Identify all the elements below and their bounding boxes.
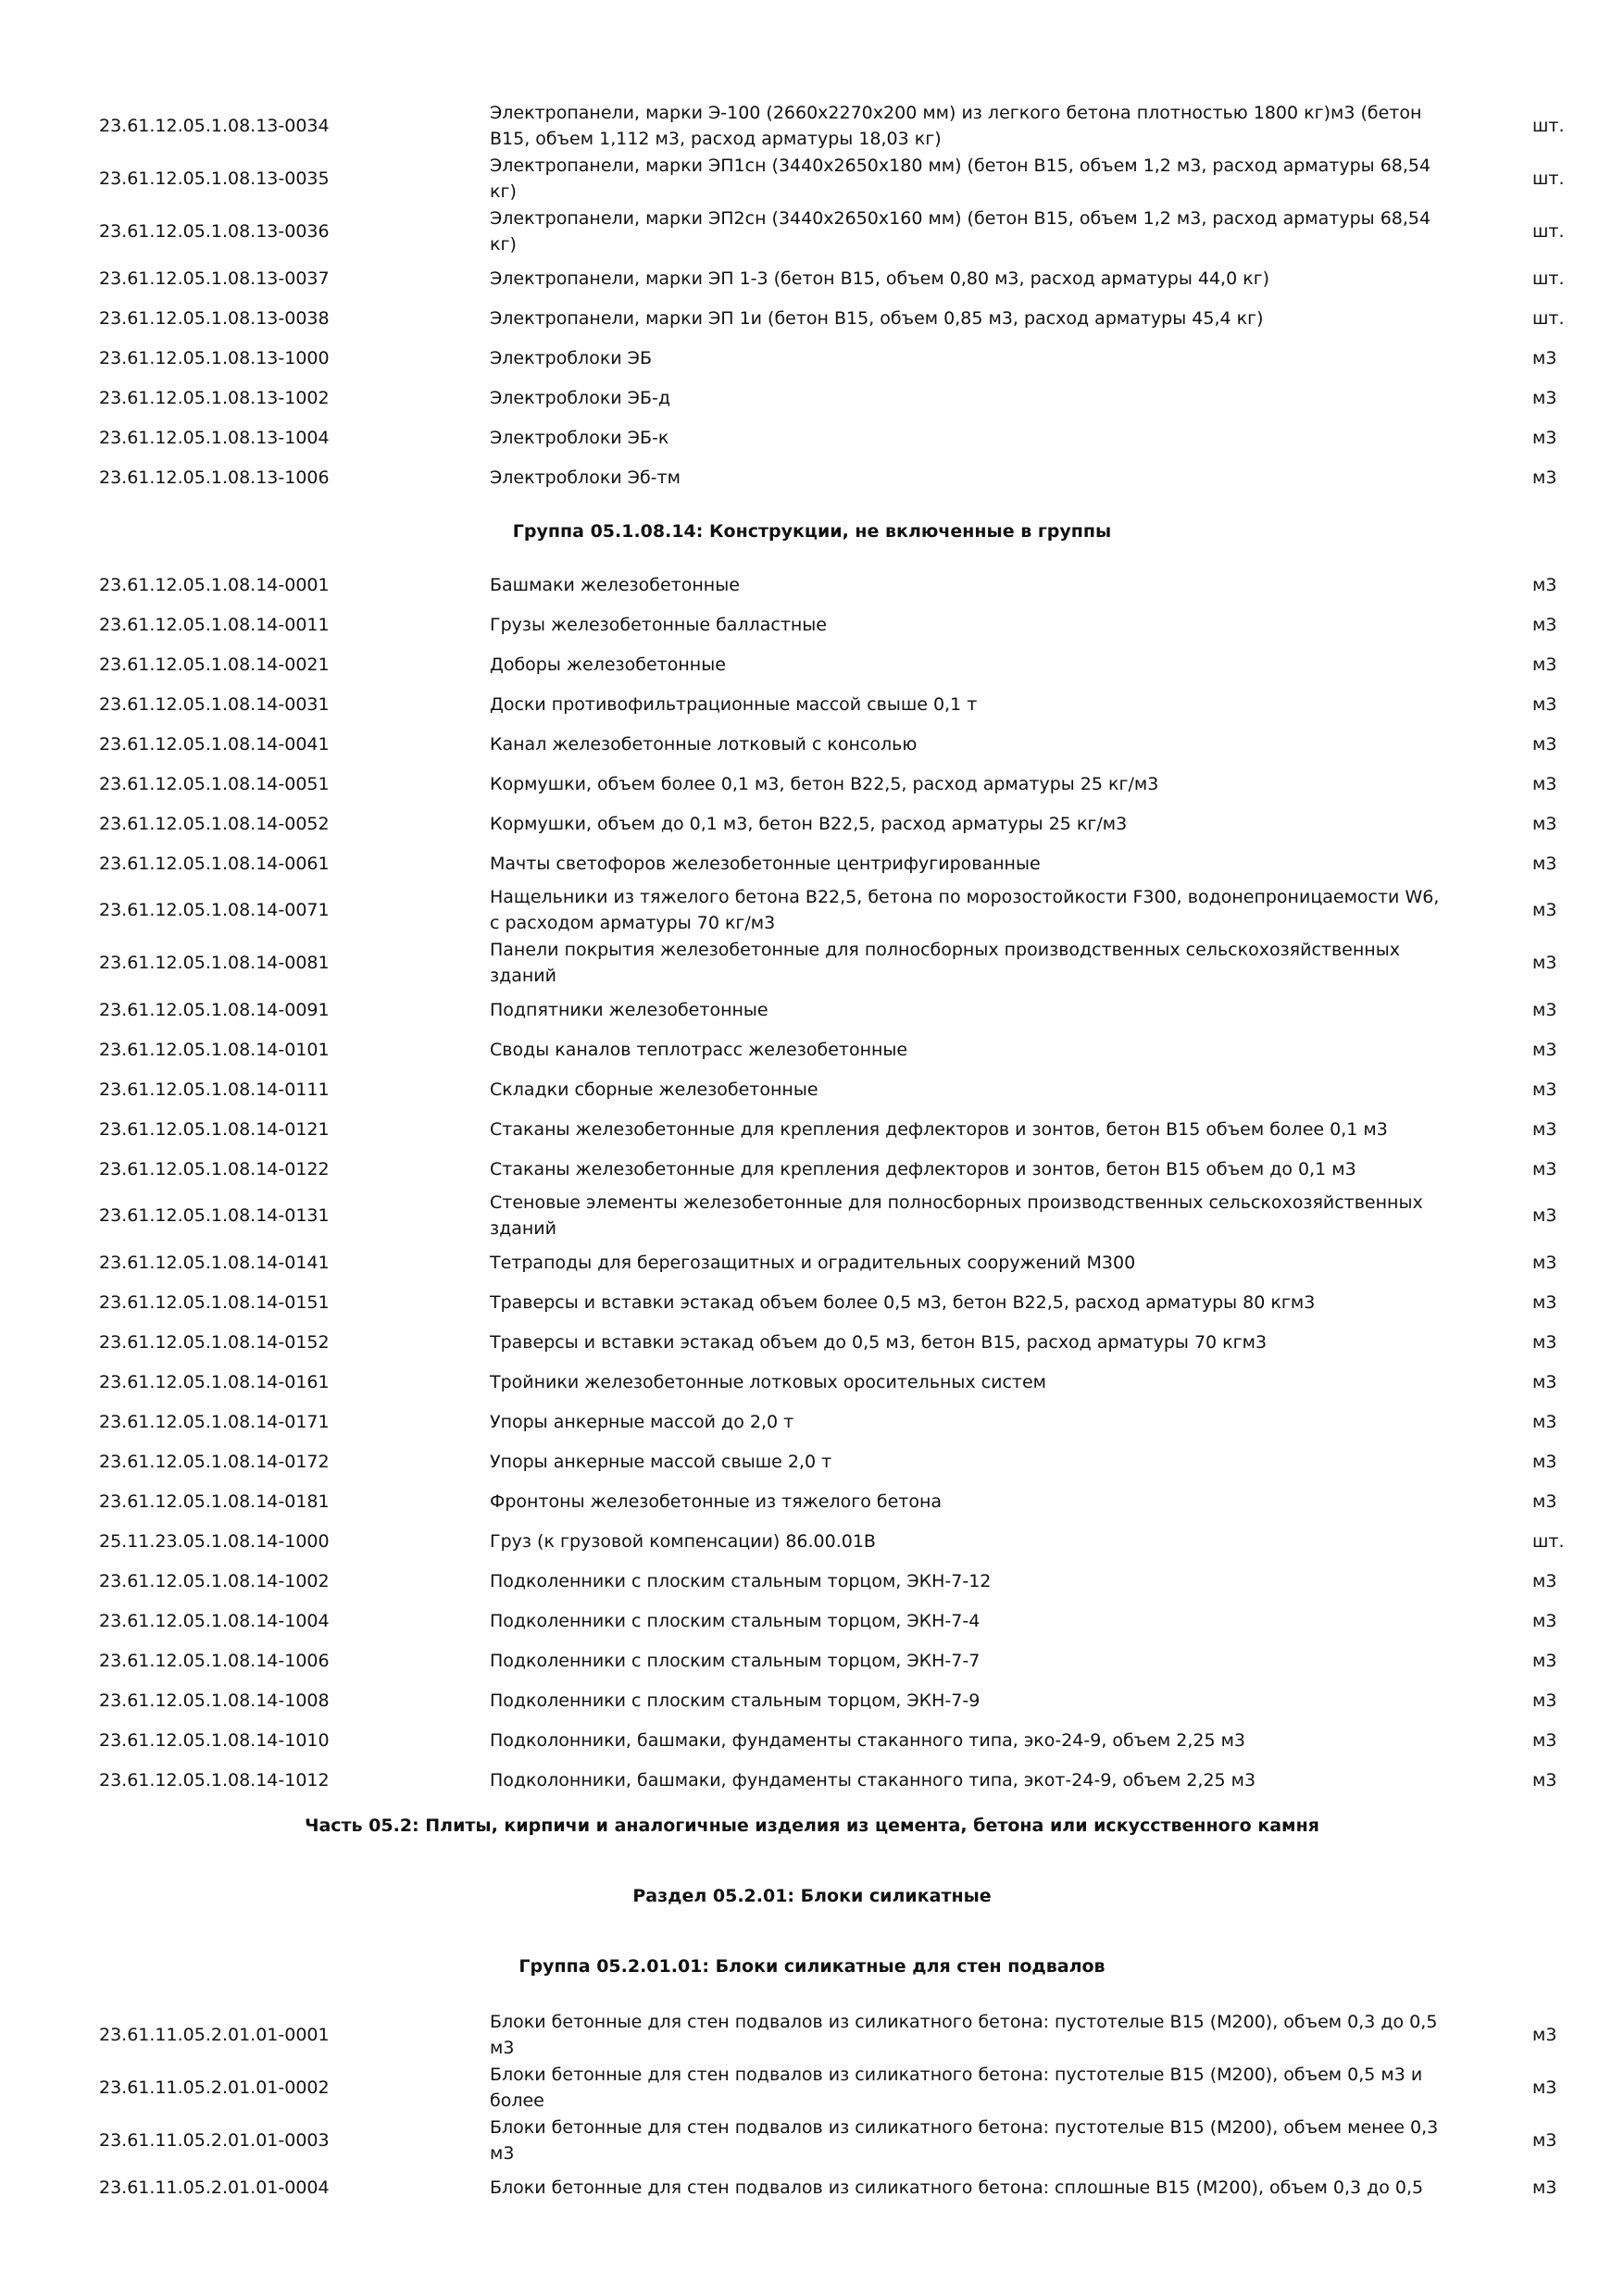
item-code: 23.61.12.05.1.08.13-0034 bbox=[99, 116, 330, 136]
item-unit: м3 bbox=[1532, 1651, 1557, 1671]
item-unit: м3 bbox=[1532, 1412, 1557, 1432]
item-name: Электропанели, марки ЭП2сн (3440х2650х160 мм) (бетон В15, объем 1,2 м3, расход арматуры 68,54 кг) bbox=[490, 208, 1431, 255]
item-unit: м3 bbox=[1532, 1491, 1557, 1512]
item-code: 23.61.12.05.1.08.14-0181 bbox=[99, 1491, 330, 1512]
table-row bbox=[0, 572, 1624, 598]
item-unit: м3 bbox=[1532, 348, 1557, 368]
item-code: 23.61.12.05.1.08.14-1010 bbox=[99, 1730, 330, 1751]
item-code: 23.61.12.05.1.08.14-0141 bbox=[99, 1253, 330, 1273]
table-row bbox=[0, 1290, 1624, 1316]
item-name: Электропанели, марки Э-100 (2660х2270х200 мм) из легкого бетона плотностью 1800 кг)м3 (бетон В15, объем 1,112 м3, расход арматуры 18,03 кг) bbox=[490, 103, 1422, 149]
table-row bbox=[0, 2065, 1624, 2111]
table-row bbox=[0, 771, 1624, 797]
table-row bbox=[0, 612, 1624, 638]
item-code: 23.61.12.05.1.08.14-0011 bbox=[99, 615, 330, 635]
item-code: 23.61.12.05.1.08.13-0036 bbox=[99, 221, 330, 242]
table-row bbox=[0, 465, 1624, 491]
item-name: Фронтоны железобетонные из тяжелого бетона bbox=[490, 1491, 943, 1512]
item-unit: м3 bbox=[1532, 1332, 1557, 1353]
item-code: 23.61.12.05.1.08.14-0171 bbox=[99, 1412, 330, 1432]
item-unit: м3 bbox=[1532, 1000, 1557, 1020]
item-unit: м3 bbox=[1532, 1730, 1557, 1751]
item-name: Складки сборные железобетонные bbox=[490, 1079, 818, 1100]
item-unit: м3 bbox=[1532, 428, 1557, 448]
item-name: Доски противофильтрационные массой свыше 0,1 т bbox=[490, 694, 978, 715]
item-code: 23.61.12.05.1.08.14-0041 bbox=[99, 734, 330, 755]
item-unit: м3 bbox=[1532, 1452, 1557, 1472]
item-name: Тетраподы для берегозащитных и оградительных сооружений М300 bbox=[490, 1253, 1136, 1273]
table-row bbox=[0, 266, 1624, 292]
item-unit: м3 bbox=[1532, 1292, 1557, 1313]
item-name: Своды каналов теплотрасс железобетонные bbox=[490, 1040, 908, 1060]
item-unit: м3 bbox=[1532, 468, 1557, 488]
table-row bbox=[0, 1489, 1624, 1515]
item-code: 23.61.12.05.1.08.14-0121 bbox=[99, 1119, 330, 1140]
table-row bbox=[0, 851, 1624, 877]
item-unit: м3 bbox=[1532, 900, 1557, 920]
table-row bbox=[0, 1568, 1624, 1594]
table-row bbox=[0, 1037, 1624, 1063]
table-row bbox=[0, 1250, 1624, 1276]
table-row bbox=[0, 156, 1624, 202]
item-unit: м3 bbox=[1532, 814, 1557, 834]
item-name: Электропанели, марки ЭП 1-3 (бетон В15, объем 0,80 м3, расход арматуры 44,0 кг) bbox=[490, 268, 1270, 289]
item-unit: м3 bbox=[1532, 2130, 1557, 2151]
item-unit: м3 bbox=[1532, 1119, 1557, 1140]
item-unit: шт. bbox=[1532, 116, 1565, 136]
item-code: 23.61.12.05.1.08.14-0031 bbox=[99, 694, 330, 715]
item-name: Стеновые элементы железобетонные для полносборных производственных сельскохозяйственных зданий bbox=[490, 1192, 1423, 1239]
table-row bbox=[0, 208, 1624, 255]
table-row bbox=[0, 2175, 1624, 2201]
table-row bbox=[0, 1449, 1624, 1475]
item-name: Грузы железобетонные балластные bbox=[490, 615, 827, 635]
group-heading-05-1-08-14: Группа 05.1.08.14: Конструкции, не включенные в группы bbox=[512, 521, 1112, 542]
item-name: Доборы железобетонные bbox=[490, 655, 726, 675]
item-unit: шт. bbox=[1532, 268, 1565, 289]
item-unit: шт. bbox=[1532, 308, 1565, 329]
item-name: Стаканы железобетонные для крепления дефлекторов и зонтов, бетон В15 объем более 0,1 м3 bbox=[490, 1119, 1388, 1140]
item-code: 23.61.12.05.1.08.14-0052 bbox=[99, 814, 330, 834]
item-code: 23.61.12.05.1.08.14-0151 bbox=[99, 1292, 330, 1313]
item-unit: м3 bbox=[1532, 615, 1557, 635]
item-name: Подпятники железобетонные bbox=[490, 1000, 768, 1020]
item-name: Электроблоки ЭБ-д bbox=[490, 388, 670, 408]
item-name: Электроблоки Эб-тм bbox=[490, 468, 681, 488]
table-row bbox=[0, 1608, 1624, 1634]
item-unit: м3 bbox=[1532, 1611, 1557, 1631]
item-code: 23.61.11.05.2.01.01-0002 bbox=[99, 2078, 330, 2098]
table-row bbox=[0, 1117, 1624, 1142]
item-code: 23.61.12.05.1.08.14-0001 bbox=[99, 575, 330, 595]
item-unit: м3 bbox=[1532, 1372, 1557, 1392]
item-code: 23.61.12.05.1.08.13-1000 bbox=[99, 348, 330, 368]
item-name: Тройники железобетонные лотковых оросительных систем bbox=[490, 1372, 1046, 1392]
item-name: Электроблоки ЭБ-к bbox=[490, 428, 669, 448]
item-name: Блоки бетонные для стен подвалов из силикатного бетона: пустотелые В15 (М200), объем менее 0,3 м3 bbox=[490, 2117, 1439, 2164]
table-row bbox=[0, 1329, 1624, 1355]
item-name: Блоки бетонные для стен подвалов из силикатного бетона: пустотелые В15 (М200), объем 0,5 м3 и более bbox=[490, 2065, 1423, 2111]
item-code: 23.61.12.05.1.08.13-0037 bbox=[99, 268, 330, 289]
table-row bbox=[0, 385, 1624, 411]
item-code: 23.61.12.05.1.08.14-1006 bbox=[99, 1651, 330, 1671]
item-code: 23.61.12.05.1.08.14-0152 bbox=[99, 1332, 330, 1353]
table-row bbox=[0, 1409, 1624, 1435]
item-unit: м3 bbox=[1532, 1040, 1557, 1060]
item-name: Упоры анкерные массой до 2,0 т bbox=[490, 1412, 794, 1432]
item-unit: шт. bbox=[1532, 221, 1565, 242]
item-code: 23.61.12.05.1.08.14-0131 bbox=[99, 1205, 330, 1226]
item-code: 23.61.12.05.1.08.14-0071 bbox=[99, 900, 330, 920]
item-code: 23.61.11.05.2.01.01-0001 bbox=[99, 2025, 330, 2045]
table-row bbox=[0, 2012, 1624, 2058]
item-code: 23.61.12.05.1.08.14-0122 bbox=[99, 1159, 330, 1179]
item-unit: м3 bbox=[1532, 1159, 1557, 1179]
item-unit: м3 bbox=[1532, 2078, 1557, 2098]
item-unit: м3 bbox=[1532, 1691, 1557, 1711]
table-row bbox=[0, 652, 1624, 678]
table-row bbox=[0, 1728, 1624, 1753]
table-row bbox=[0, 1767, 1624, 1793]
item-code: 23.61.12.05.1.08.13-0038 bbox=[99, 308, 330, 329]
item-name: Нащельники из тяжелого бетона В22,5, бетона по морозостойкости F300, водонепроницаемости W6, с расходом арматуры 70 кг/м3 bbox=[490, 887, 1440, 933]
item-code: 23.61.12.05.1.08.13-1002 bbox=[99, 388, 330, 408]
section-heading-05-2-01: Раздел 05.2.01: Блоки силикатные bbox=[632, 1886, 992, 1906]
item-code: 23.61.12.05.1.08.13-1006 bbox=[99, 468, 330, 488]
item-unit: шт. bbox=[1532, 1531, 1565, 1552]
item-name: Подколенники с плоским стальным торцом, ЭКН-7-4 bbox=[490, 1611, 981, 1631]
item-name: Блоки бетонные для стен подвалов из силикатного бетона: пустотелые В15 (М200), объем 0,3 до 0,5 м3 bbox=[490, 2012, 1438, 2058]
item-name: Подколенники с плоским стальным торцом, ЭКН-7-7 bbox=[490, 1651, 981, 1671]
table-row bbox=[0, 345, 1624, 371]
item-name: Электроблоки ЭБ bbox=[490, 348, 652, 368]
item-unit: м3 bbox=[1532, 694, 1557, 715]
item-unit: м3 bbox=[1532, 1205, 1557, 1226]
table-row bbox=[0, 731, 1624, 757]
item-unit: м3 bbox=[1532, 575, 1557, 595]
item-name: Траверсы и вставки эстакад объем более 0,5 м3, бетон В22,5, расход арматуры 80 кгм3 bbox=[490, 1292, 1316, 1313]
item-code: 23.61.12.05.1.08.14-0111 bbox=[99, 1079, 330, 1100]
table-row bbox=[0, 1077, 1624, 1103]
table-row bbox=[0, 1688, 1624, 1714]
table-row bbox=[0, 1156, 1624, 1182]
table-row bbox=[0, 425, 1624, 451]
item-unit: м3 bbox=[1532, 2025, 1557, 2045]
item-unit: м3 bbox=[1532, 1079, 1557, 1100]
item-code: 23.61.12.05.1.08.14-0051 bbox=[99, 774, 330, 794]
item-code: 23.61.12.05.1.08.13-0035 bbox=[99, 168, 330, 189]
item-code: 23.61.11.05.2.01.01-0004 bbox=[99, 2177, 330, 2198]
table-row bbox=[0, 1529, 1624, 1554]
table-row bbox=[0, 306, 1624, 331]
table-row bbox=[0, 811, 1624, 837]
item-name: Подколонники, башмаки, фундаменты стаканного типа, экот-24-9, объем 2,25 м3 bbox=[490, 1770, 1256, 1791]
table-row bbox=[0, 1369, 1624, 1395]
item-name: Мачты светофоров железобетонные центрифугированные bbox=[490, 854, 1041, 874]
table-row bbox=[0, 2117, 1624, 2164]
part-heading-05-2: Часть 05.2: Плиты, кирпичи и аналогичные изделия из цемента, бетона или искусственного камня bbox=[305, 1816, 1319, 1836]
item-code: 25.11.23.05.1.08.14-1000 bbox=[99, 1531, 330, 1552]
item-name: Канал железобетонные лотковый с консолью bbox=[490, 734, 918, 755]
item-name: Подколенники с плоским стальным торцом, ЭКН-7-12 bbox=[490, 1571, 992, 1591]
item-code: 23.61.11.05.2.01.01-0003 bbox=[99, 2130, 330, 2151]
table-row bbox=[0, 887, 1624, 933]
item-unit: м3 bbox=[1532, 854, 1557, 874]
item-name: Электропанели, марки ЭП 1и (бетон В15, объем 0,85 м3, расход арматуры 45,4 кг) bbox=[490, 308, 1264, 329]
item-name: Груз (к грузовой компенсации) 86.00.01В bbox=[490, 1531, 876, 1552]
table-row bbox=[0, 940, 1624, 986]
item-code: 23.61.12.05.1.08.14-0081 bbox=[99, 953, 330, 973]
table-row bbox=[0, 1192, 1624, 1239]
item-name: Башмаки железобетонные bbox=[490, 575, 740, 595]
table-row bbox=[0, 103, 1624, 149]
item-name: Электропанели, марки ЭП1сн (3440х2650х180 мм) (бетон В15, объем 1,2 м3, расход арматуры 68,54 кг) bbox=[490, 156, 1431, 202]
table-row bbox=[0, 1648, 1624, 1674]
item-code: 23.61.12.05.1.08.14-1008 bbox=[99, 1691, 330, 1711]
item-code: 23.61.12.05.1.08.14-0021 bbox=[99, 655, 330, 675]
item-code: 23.61.12.05.1.08.14-0091 bbox=[99, 1000, 330, 1020]
item-name: Подколенники с плоским стальным торцом, ЭКН-7-9 bbox=[490, 1691, 981, 1711]
item-code: 23.61.12.05.1.08.14-0061 bbox=[99, 854, 330, 874]
item-code: 23.61.12.05.1.08.14-1012 bbox=[99, 1770, 330, 1791]
item-code: 23.61.12.05.1.08.13-1004 bbox=[99, 428, 330, 448]
item-code: 23.61.12.05.1.08.14-0161 bbox=[99, 1372, 330, 1392]
item-code: 23.61.12.05.1.08.14-0172 bbox=[99, 1452, 330, 1472]
item-unit: м3 bbox=[1532, 2177, 1557, 2198]
item-code: 23.61.12.05.1.08.14-0101 bbox=[99, 1040, 330, 1060]
item-unit: м3 bbox=[1532, 1571, 1557, 1591]
table-row bbox=[0, 692, 1624, 718]
item-unit: м3 bbox=[1532, 953, 1557, 973]
item-unit: м3 bbox=[1532, 734, 1557, 755]
item-unit: м3 bbox=[1532, 1770, 1557, 1791]
item-unit: м3 bbox=[1532, 1253, 1557, 1273]
item-name: Стаканы железобетонные для крепления дефлекторов и зонтов, бетон В15 объем до 0,1 м3 bbox=[490, 1159, 1356, 1179]
item-name: Панели покрытия железобетонные для полносборных производственных сельскохозяйственных зданий bbox=[490, 940, 1400, 986]
item-name: Кормушки, объем до 0,1 м3, бетон В22,5, расход арматуры 25 кг/м3 bbox=[490, 814, 1128, 834]
item-unit: м3 bbox=[1532, 774, 1557, 794]
item-code: 23.61.12.05.1.08.14-1002 bbox=[99, 1571, 330, 1591]
table-row bbox=[0, 997, 1624, 1023]
item-name: Кормушки, объем более 0,1 м3, бетон В22,5, расход арматуры 25 кг/м3 bbox=[490, 774, 1159, 794]
item-unit: м3 bbox=[1532, 655, 1557, 675]
item-name: Подколонники, башмаки, фундаменты стаканного типа, эко-24-9, объем 2,25 м3 bbox=[490, 1730, 1246, 1751]
item-unit: м3 bbox=[1532, 388, 1557, 408]
group-heading-05-2-01-01: Группа 05.2.01.01: Блоки силикатные для стен подвалов bbox=[518, 1956, 1106, 1977]
item-code: 23.61.12.05.1.08.14-1004 bbox=[99, 1611, 330, 1631]
item-unit: шт. bbox=[1532, 168, 1565, 189]
item-name: Блоки бетонные для стен подвалов из силикатного бетона: сплошные В15 (М200), объем 0,3 до 0,5 bbox=[490, 2177, 1424, 2198]
item-name: Траверсы и вставки эстакад объем до 0,5 м3, бетон В15, расход арматуры 70 кгм3 bbox=[490, 1332, 1268, 1353]
item-name: Упоры анкерные массой свыше 2,0 т bbox=[490, 1452, 832, 1472]
